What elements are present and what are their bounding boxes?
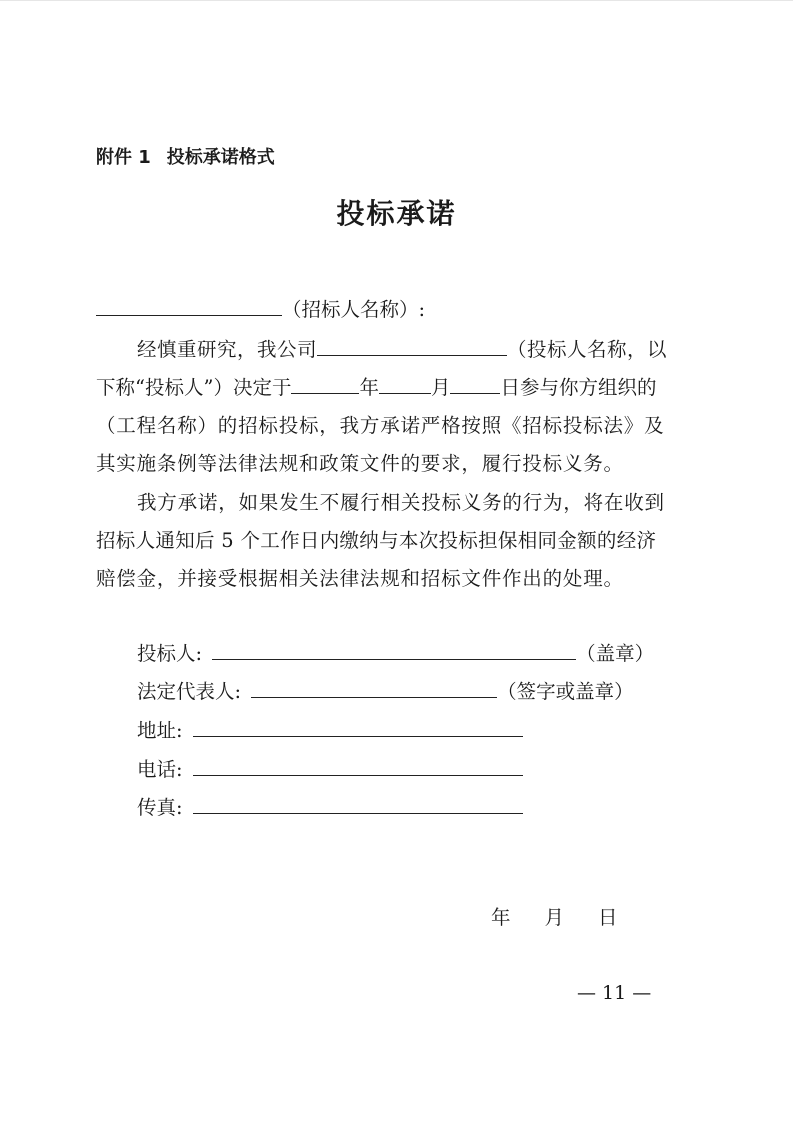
bidder-label: 投标人: [137,642,203,665]
recipient-blank [96,297,282,316]
paragraph2-line3: 赔偿金，并接受根据相关法律法规和招标文件作出的处理。 [96,567,624,590]
legal-rep-label: 法定代表人: [137,680,242,703]
fax-line [193,795,523,814]
fax-row [137,795,523,821]
paragraph1-line2 [96,375,657,401]
phone-label: 电话: [137,758,183,781]
fax-label: 传真: [137,796,183,819]
year-blank [291,375,359,394]
address-label: 地址: [137,719,183,742]
paragraph2-line1: 我方承诺，如果发生不履行相关投标义务的行为，将在收到 [137,491,665,514]
bidder-signature-line [212,641,576,660]
p1-line1-suffix: （投标人名称，以 [507,338,668,361]
paragraph1-line4: 其实施条例等法律法规和政策文件的要求，履行投标义务。 [96,452,624,475]
legal-rep-note: （签字或盖章） [497,680,634,703]
legal-rep-row [137,679,634,705]
phone-row [137,757,523,783]
date-row [491,905,618,931]
legal-rep-signature-line [251,679,497,698]
page-number: — 11 — [577,982,652,1004]
p1-month-label: 月 [430,376,451,399]
date-year-label: 年 [491,906,511,929]
p1-line2-prefix: 下称“投标人”）决定于 [96,376,292,399]
phone-line [193,757,523,776]
paragraph1-line3: （工程名称）的招标投标，我方承诺严格按照《招标投标法》及 [96,414,665,437]
address-row [137,718,523,744]
salutation-suffix: （招标人名称）: [282,298,426,321]
salutation [96,297,425,323]
paragraph1-line1 [137,337,667,363]
date-month-label: 月 [544,906,565,929]
p1-line1-prefix: 经慎重研究，我公司 [137,338,318,361]
document-title: 投标承诺 [336,197,457,230]
address-line [193,718,523,737]
p1-year-label: 年 [359,376,379,399]
attachment-heading [96,145,275,171]
paragraph2-line2: 招标人通知后 5 个工作日内缴纳与本次投标担保相同金额的经济 [96,529,657,552]
bidder-row [137,641,654,667]
bidder-note: （盖章） [576,642,655,665]
bidder-name-blank [317,337,507,356]
p1-line2-suffix: 日参与你方组织的 [500,376,657,399]
day-blank [450,375,500,394]
attachment-label: 附件 1 [96,147,151,168]
month-blank [379,375,431,394]
date-day-label: 日 [598,906,618,929]
attachment-title: 投标承诺格式 [166,147,275,168]
